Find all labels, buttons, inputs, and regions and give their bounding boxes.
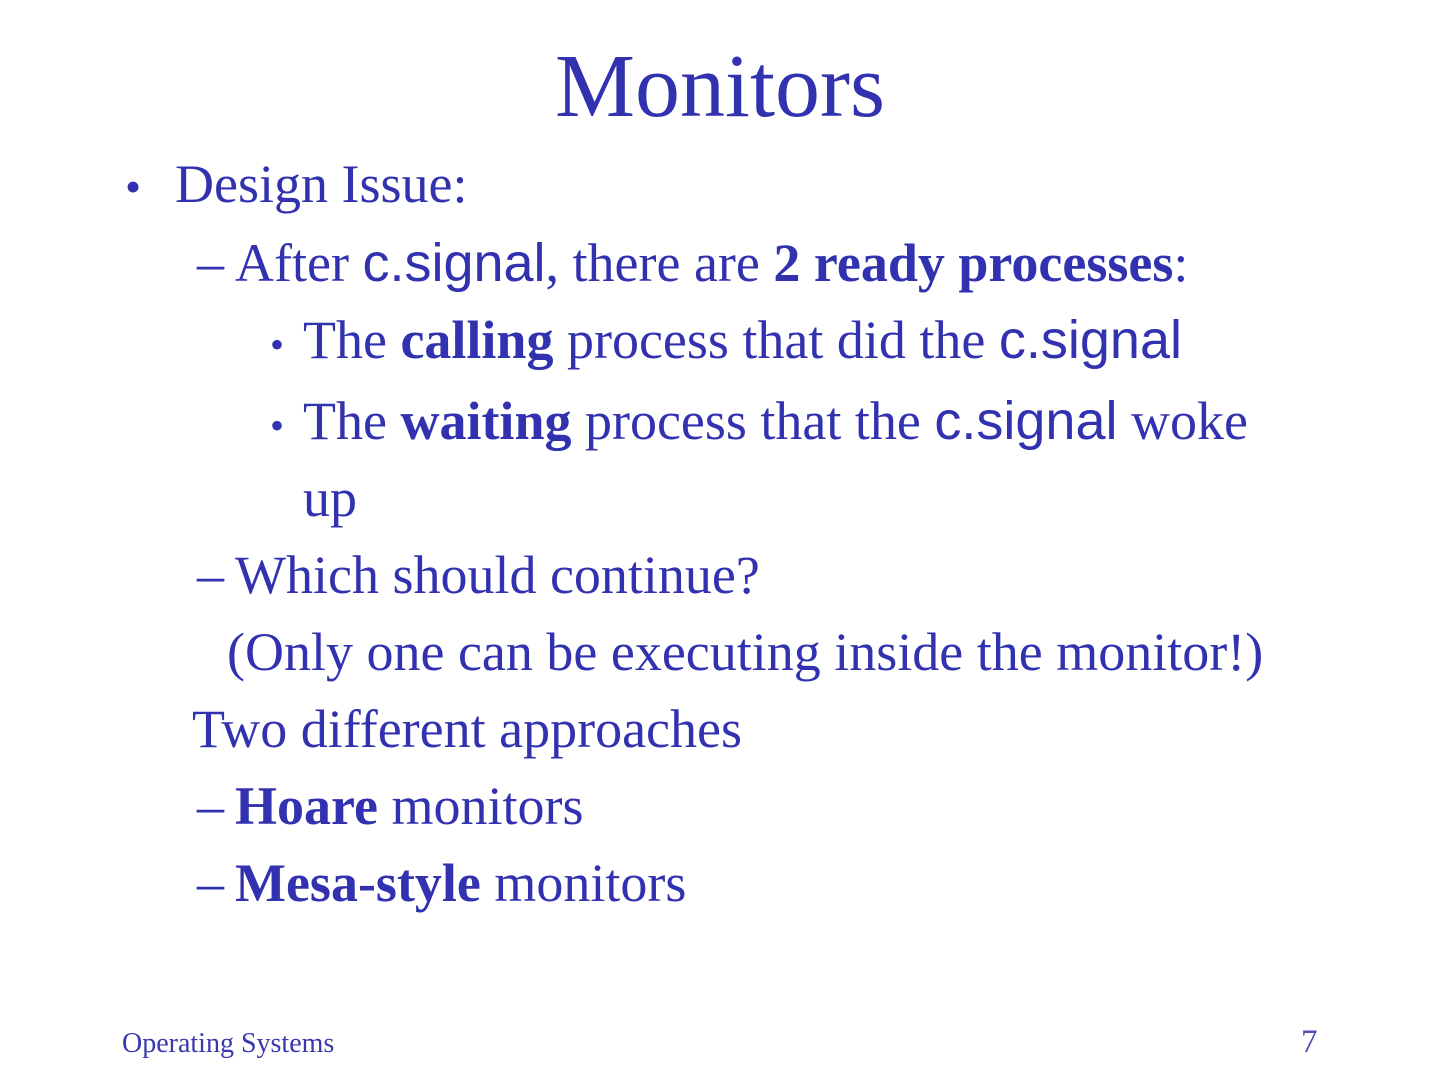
line-text bbox=[235, 225, 1440, 302]
bullet-icon: • bbox=[270, 322, 285, 367]
text-run: 2 ready processes bbox=[773, 233, 1174, 293]
text-run: Two different approaches bbox=[192, 699, 742, 759]
line-text bbox=[227, 614, 1440, 691]
line-text bbox=[235, 768, 1440, 845]
text-run: process that did the bbox=[553, 310, 999, 370]
slide-line bbox=[0, 146, 1440, 225]
footer-text: Operating Systems bbox=[122, 1028, 335, 1059]
text-run: c.signal bbox=[934, 391, 1118, 451]
slide-title: Monitors bbox=[554, 37, 886, 136]
text-run: up bbox=[303, 468, 357, 528]
text-run: process that the bbox=[571, 391, 935, 451]
text-run: c.signal bbox=[362, 233, 546, 293]
text-run: waiting bbox=[400, 391, 572, 451]
text-run: Design Issue: bbox=[175, 154, 468, 214]
slide-line bbox=[0, 383, 1440, 537]
bullet-icon: • bbox=[270, 403, 285, 448]
slide-line bbox=[0, 691, 1440, 768]
text-run: c.signal bbox=[998, 310, 1182, 370]
text-run: : bbox=[1173, 233, 1189, 293]
text-run: Mesa-style bbox=[235, 853, 481, 913]
text-run: monitors bbox=[480, 853, 687, 913]
dash-icon: – bbox=[197, 545, 224, 605]
text-run: Hoare bbox=[235, 776, 378, 836]
page-number: 7 bbox=[1301, 1024, 1318, 1060]
line-text bbox=[175, 146, 1440, 223]
dash-icon: – bbox=[197, 776, 224, 836]
slide-line bbox=[0, 537, 1440, 614]
text-run: (Only one can be executing inside the monitor!) bbox=[227, 622, 1264, 682]
line-text bbox=[303, 302, 1440, 379]
text-run: monitors bbox=[377, 776, 584, 836]
slide-line bbox=[0, 614, 1440, 691]
line-text bbox=[192, 691, 1440, 768]
text-run: woke bbox=[1117, 391, 1248, 451]
slide-body bbox=[0, 146, 1440, 922]
text-run: , there are bbox=[545, 233, 774, 293]
line-text bbox=[235, 845, 1440, 922]
text-run: The bbox=[303, 391, 401, 451]
text-run: After bbox=[235, 233, 363, 293]
slide-line bbox=[0, 302, 1440, 383]
slide-line bbox=[0, 768, 1440, 845]
slide-line bbox=[0, 845, 1440, 922]
bullet-icon: • bbox=[125, 161, 142, 212]
slide-line bbox=[0, 225, 1440, 302]
dash-icon: – bbox=[197, 853, 224, 913]
line-text bbox=[235, 537, 1440, 614]
text-run: Which should continue? bbox=[235, 545, 760, 605]
text-run: calling bbox=[400, 310, 554, 370]
line-text bbox=[303, 383, 1440, 537]
text-run: The bbox=[303, 310, 401, 370]
dash-icon: – bbox=[197, 233, 224, 293]
